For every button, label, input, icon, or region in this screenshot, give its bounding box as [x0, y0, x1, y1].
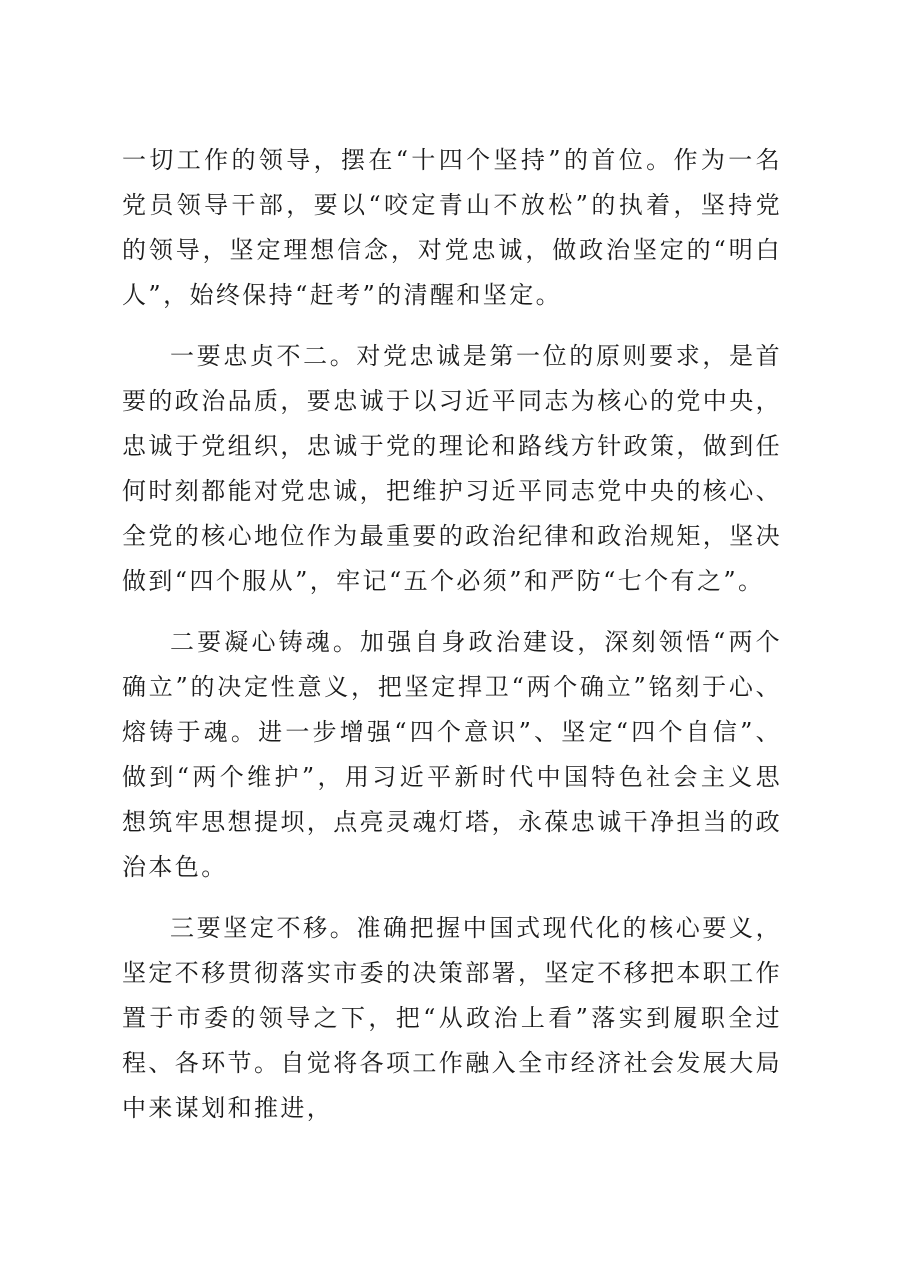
document-body: [122, 138, 782, 1147]
paragraph-soul: 二要凝心铸魂。加强自身政治建设，深刻领悟“两个确立”的决定性意义，把坚定捍卫“两个确立”铭刻于心、熔铸于魂。进一步增强“四个意识”、坚定“四个自信”、做到“两个维护”，用习近平新时代中国特色社会主义思想筑牢思想提坝，点亮灵魂灯塔，永葆忠诚干净担当的政治本色。: [122, 628, 782, 881]
paragraph-loyalty: 一要忠贞不二。对党忠诚是第一位的原则要求，是首要的政治品质，要忠诚于以习近平同志为核心的党中央，忠诚于党组织，忠诚于党的理论和路线方针政策，做到任何时刻都能对党忠诚，把维护习近平同志党中央的核心、全党的核心地位作为最重要的政治纪律和政治规矩，坚决做到“四个服从”，牢记“五个必须”和严防“七个有之”。: [122, 342, 782, 595]
paragraph-steadfast: 三要坚定不移。准确把握中国式现代化的核心要义，坚定不移贯彻落实市委的决策部署，坚定不移把本职工作置于市委的领导之下，把“从政治上看”落实到履职全过程、各环节。自觉将各项工作融入全市经济社会发展大局中来谋划和推进，: [122, 914, 782, 1122]
paragraph-continuation: 一切工作的领导，摆在“十四个坚持”的首位。作为一名党员领导干部，要以“咬定青山不放松”的执着，坚持党的领导，坚定理想信念，对党忠诚，做政治坚定的“明白人”，始终保持“赶考”的清醒和坚定。: [122, 146, 782, 309]
